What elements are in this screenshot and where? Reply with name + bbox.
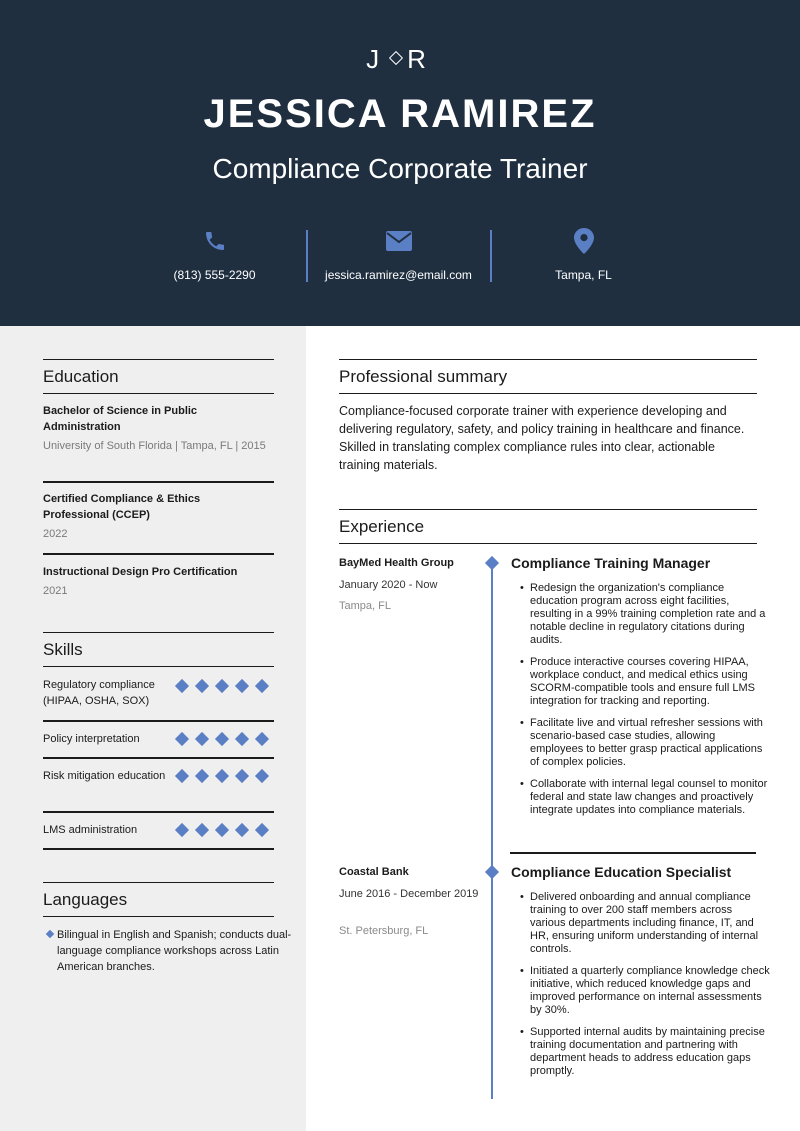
company-name: BayMed Health Group — [339, 557, 454, 569]
skill-name: Policy interpretation — [43, 733, 140, 745]
skill-rating — [177, 734, 271, 744]
rating-diamond-icon — [255, 823, 269, 837]
rating-diamond-icon — [175, 732, 189, 746]
list-item: • Supported internal audits by maintaining precise training documentation and partnering with department heads to address education gaps promptly. — [520, 1026, 770, 1078]
rating-diamond-icon — [235, 732, 249, 746]
skill-rating — [177, 681, 271, 691]
education-cert: Instructional Design Pro Certification — [43, 566, 238, 578]
rating-diamond-icon — [235, 823, 249, 837]
timeline-diamond-icon — [485, 556, 499, 570]
rating-diamond-icon — [215, 679, 229, 693]
location-text: Tampa, FL — [555, 268, 612, 282]
job-title: Compliance Corporate Trainer — [212, 153, 588, 184]
skill-rating — [177, 825, 271, 835]
resume-header — [0, 0, 800, 326]
contact-phone — [122, 228, 307, 282]
rating-diamond-icon — [255, 732, 269, 746]
map-pin-icon — [491, 228, 676, 254]
rating-diamond-icon — [215, 823, 229, 837]
skill-name: LMS administration — [43, 824, 138, 836]
education-meta: 2022 — [43, 528, 68, 540]
summary-text: Compliance-focused corporate trainer with experience developing and delivering regulatory, safety, and policy training in healthcare and finance. Skilled in translating complex compliance rules into clear, actionable training materials. — [339, 404, 745, 472]
experience-heading: Experience — [339, 509, 757, 544]
skill-divider — [43, 720, 274, 722]
job-location: Tampa, FL — [339, 600, 391, 612]
education-cert: Certified Compliance & Ethics Professional (CCEP) — [43, 493, 201, 521]
list-item: • Produce interactive courses covering HIPAA, workplace conduct, and medical ethics using SCORM-compatible tools and ensure full LMS integration for tracking and reporting. — [520, 656, 770, 708]
job-dates: January 2020 - Now — [339, 579, 438, 591]
rating-diamond-icon — [175, 769, 189, 783]
education-divider — [43, 553, 274, 555]
list-item: • Initiated a quarterly compliance knowledge check initiative, which reduced knowledge gaps and improved performance on internal assessments by 30%. — [520, 965, 770, 1017]
role-title: Compliance Training Manager — [511, 555, 711, 571]
rating-diamond-icon — [175, 679, 189, 693]
rating-diamond-icon — [195, 679, 209, 693]
phone-icon — [122, 228, 307, 254]
education-degree: Bachelor of Science in Public Administration — [43, 405, 198, 433]
role-bullets — [520, 891, 770, 1087]
education-heading: Education — [43, 359, 274, 394]
bullet-diamond-icon — [46, 930, 54, 938]
rating-diamond-icon — [195, 823, 209, 837]
email-text: jessica.ramirez@email.com — [325, 268, 472, 282]
rating-diamond-icon — [175, 823, 189, 837]
phone-text: (813) 555-2290 — [173, 268, 256, 282]
job-location: St. Petersburg, FL — [339, 925, 429, 937]
rating-diamond-icon — [235, 769, 249, 783]
monogram-left: J — [366, 44, 388, 74]
skill-divider — [43, 757, 274, 759]
monogram-right: R — [407, 44, 434, 74]
list-item: • Facilitate live and virtual refresher sessions with scenario-based case studies, allowing employees to better grasp practical applications of complex policies. — [520, 717, 770, 769]
job-divider — [510, 852, 756, 854]
skill-rating — [177, 771, 271, 781]
list-item: • Collaborate with internal legal counsel to monitor federal and state law changes and proactively integrate updates into compliance materials. — [520, 778, 770, 817]
list-item: • Redesign the organization's compliance education program across eight facilities, resulting in a 99% training completion rate and a notable decline in regulatory citations during audits. — [520, 582, 770, 647]
role-title: Compliance Education Specialist — [511, 864, 732, 880]
role-bullets — [520, 582, 770, 826]
rating-diamond-icon — [215, 769, 229, 783]
contact-location — [491, 228, 676, 282]
skills-heading: Skills — [43, 632, 274, 667]
skill-name: Risk mitigation education — [43, 770, 166, 782]
job-dates: June 2016 - December 2019 — [339, 888, 479, 900]
rating-diamond-icon — [215, 732, 229, 746]
candidate-name: JESSICA RAMIREZ — [203, 92, 597, 136]
skill-divider — [43, 811, 274, 813]
rating-diamond-icon — [235, 679, 249, 693]
languages-heading: Languages — [43, 882, 274, 917]
experience-timeline — [491, 563, 493, 1099]
timeline-diamond-icon — [485, 865, 499, 879]
rating-diamond-icon — [255, 679, 269, 693]
summary-heading: Professional summary — [339, 359, 757, 394]
language-item — [43, 927, 293, 975]
contact-email — [306, 228, 491, 282]
education-meta: 2021 — [43, 585, 68, 597]
skill-name: Regulatory compliance (HIPAA, OSHA, SOX) — [43, 679, 155, 707]
skill-divider — [43, 848, 274, 850]
rating-diamond-icon — [255, 769, 269, 783]
list-item: • Delivered onboarding and annual compliance training to over 200 staff members across various departments including finance, IT, and HR, ensuring uniform understanding of internal controls. — [520, 891, 770, 956]
rating-diamond-icon — [195, 769, 209, 783]
monogram — [0, 44, 800, 75]
rating-diamond-icon — [195, 732, 209, 746]
envelope-icon — [306, 228, 491, 254]
diamond-icon — [389, 51, 403, 65]
education-meta: University of South Florida | Tampa, FL | 2015 — [43, 440, 266, 452]
education-divider — [43, 481, 274, 483]
language-text: Bilingual in English and Spanish; conducts dual-language compliance workshops across Latin American branches. — [57, 929, 292, 973]
company-name: Coastal Bank — [339, 866, 409, 878]
